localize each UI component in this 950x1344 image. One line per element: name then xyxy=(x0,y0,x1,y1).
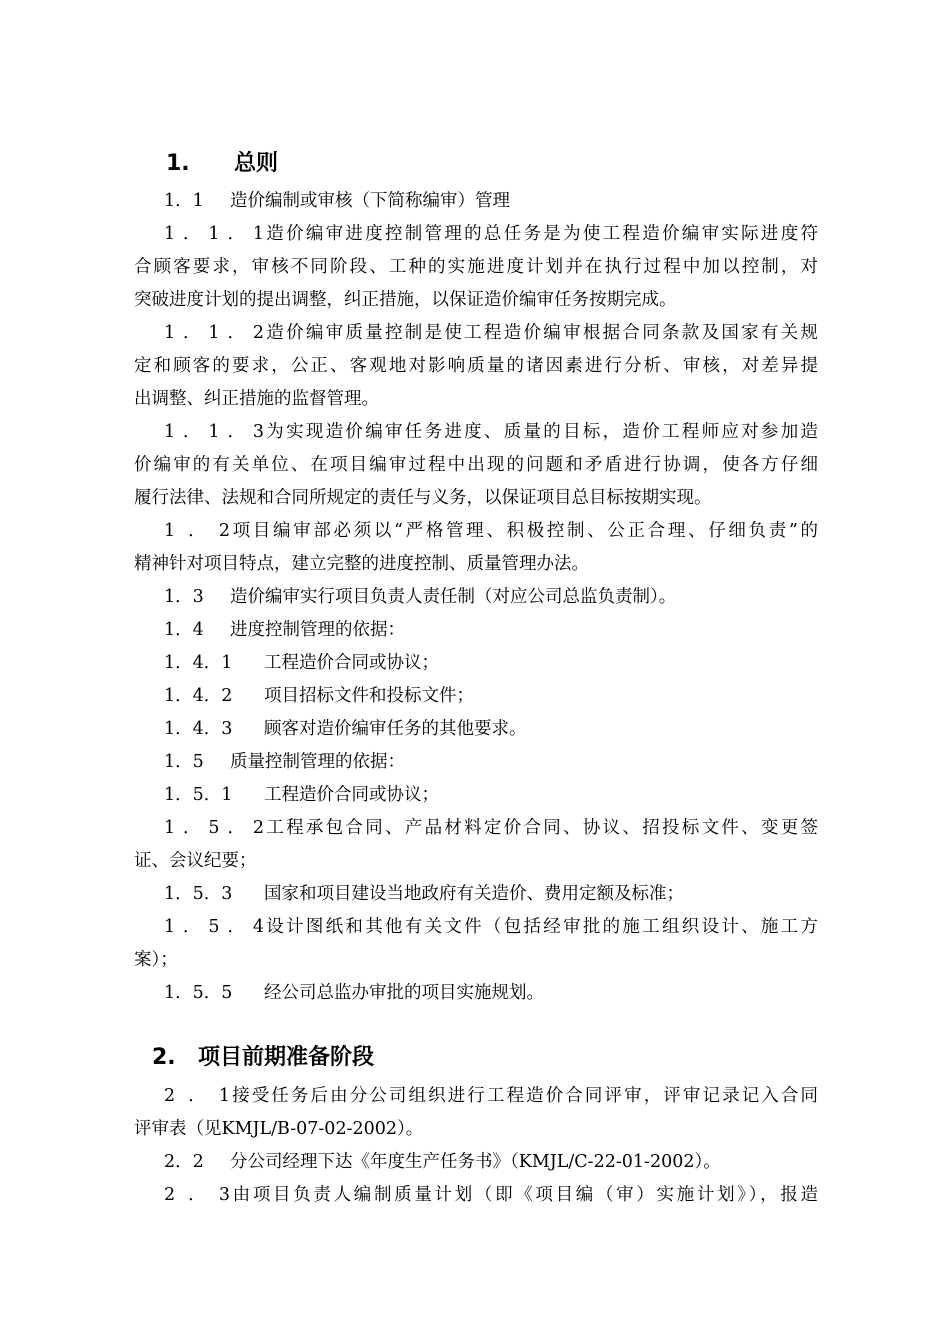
clause-number: 1．5．2 xyxy=(164,818,264,838)
paragraph-line xyxy=(134,713,818,746)
paragraph-line xyxy=(134,1179,818,1212)
paragraph-line xyxy=(134,548,818,581)
paragraph-line xyxy=(134,878,818,911)
clause-text: 价编审的有关单位、在项目编审过程中出现的问题和矛盾进行协调，使各方仔细 xyxy=(134,455,818,475)
clause-number: 1．5．3 xyxy=(164,884,233,904)
clause-text: 顾客对造价编审任务的其他要求。 xyxy=(264,719,527,739)
paragraph-line xyxy=(134,812,818,845)
clause-text: 定和顾客的要求，公正、客观地对影响质量的诸因素进行分析、审核，对差异提 xyxy=(134,356,818,376)
clause-text: 质量控制管理的依据： xyxy=(230,752,405,772)
paragraph-line xyxy=(134,1113,818,1146)
clause-text: 项目招标文件和投标文件； xyxy=(264,686,474,706)
paragraph-line xyxy=(134,746,818,779)
paragraph-line xyxy=(134,416,818,449)
clause-text: 由项目负责人编制质量计划（即《项目编（审）实施计划》），报造 xyxy=(230,1185,818,1205)
clause-text: 工程承包合同、产品材料定价合同、协议、招投标文件、变更签 xyxy=(264,818,818,838)
clause-number: 1．2 xyxy=(164,521,230,541)
clause-number: 1．4．2 xyxy=(164,686,233,706)
clause-number: 1．4．1 xyxy=(164,653,233,673)
clause-text: 接受任务后由分公司组织进行工程造价合同评审，评审记录记入合同 xyxy=(230,1086,818,1106)
section-title: 总则 xyxy=(234,151,279,176)
clause-text: 精神针对项目特点，建立完整的进度控制、质量管理办法。 xyxy=(134,554,589,574)
clause-number: 2．1 xyxy=(164,1086,230,1106)
paragraph-line xyxy=(134,350,818,383)
clause-text: 突破进度计划的提出调整，纠正措施，以保证造价编审任务按期完成。 xyxy=(134,290,677,310)
clause-number: 1．1．2 xyxy=(164,323,264,343)
clause-text: 经公司总监办审批的项目实施规划。 xyxy=(264,983,544,1003)
paragraph-line xyxy=(134,680,818,713)
clause-number: 1．3 xyxy=(164,587,204,607)
clause-number: 1．5．5 xyxy=(164,983,233,1003)
clause-number: 1．1 xyxy=(164,191,204,211)
paragraph-line xyxy=(134,251,818,284)
paragraph-line xyxy=(134,944,818,977)
clause-text: 履行法律、法规和合同所规定的责任与义务，以保证项目总目标按期实现。 xyxy=(134,488,712,508)
section-heading xyxy=(166,149,278,179)
paragraph-line xyxy=(134,218,818,251)
paragraph-line xyxy=(134,647,818,680)
clause-number: 1．5 xyxy=(164,752,204,772)
clause-text: 分公司经理下达《年度生产任务书》（KMJL/C-22-01-2002）。 xyxy=(230,1152,721,1172)
clause-text: 造价编制或审核（下简称编审）管理 xyxy=(230,191,510,211)
paragraph-line xyxy=(134,449,818,482)
clause-text: 造价编审质量控制是使工程造价编审根据合同条款及国家有关规 xyxy=(264,323,818,343)
clause-number: 1．4．3 xyxy=(164,719,233,739)
paragraph-line xyxy=(134,581,818,614)
clause-text: 工程造价合同或协议； xyxy=(264,653,439,673)
section-number: 2. xyxy=(152,1045,176,1070)
clause-number: 1．1．1 xyxy=(164,224,264,244)
clause-text: 进度控制管理的依据： xyxy=(230,620,405,640)
paragraph-line xyxy=(134,482,818,515)
paragraph-line xyxy=(134,1080,818,1113)
clause-text: 工程造价合同或协议； xyxy=(264,785,439,805)
paragraph-line xyxy=(134,284,818,317)
clause-text: 造价编审进度控制管理的总任务是为使工程造价编审实际进度符 xyxy=(264,224,818,244)
clause-text: 国家和项目建设当地政府有关造价、费用定额及标准； xyxy=(264,884,684,904)
clause-text: 出调整、纠正措施的监督管理。 xyxy=(134,389,379,409)
paragraph-line xyxy=(134,515,818,548)
clause-text: 评审表（见KMJL/B-07-02-2002）。 xyxy=(134,1119,424,1139)
clause-text: 项目编审部必须以“严格管理、积极控制、公正合理、仔细负责”的 xyxy=(230,521,818,541)
section-number: 1. xyxy=(166,151,190,176)
paragraph-line xyxy=(134,845,818,878)
clause-text: 设计图纸和其他有关文件（包括经审批的施工组织设计、施工方 xyxy=(264,917,818,937)
clause-text: 案）； xyxy=(134,950,178,970)
section-title: 项目前期准备阶段 xyxy=(198,1045,375,1070)
clause-number: 2．3 xyxy=(164,1185,230,1205)
clause-number: 1．5．4 xyxy=(164,917,264,937)
clause-number: 1．1．3 xyxy=(164,422,264,442)
clause-text: 为实现造价编审任务进度、质量的目标，造价工程师应对参加造 xyxy=(264,422,818,442)
paragraph-line xyxy=(134,614,818,647)
clause-number: 1．5．1 xyxy=(164,785,233,805)
paragraph-line xyxy=(134,911,818,944)
clause-number: 1．4 xyxy=(164,620,204,640)
section-heading xyxy=(152,1043,374,1073)
paragraph-line xyxy=(134,1146,818,1179)
paragraph-line xyxy=(134,185,818,218)
paragraph-line xyxy=(134,779,818,812)
paragraph-line xyxy=(134,317,818,350)
clause-number: 2．2 xyxy=(164,1152,204,1172)
paragraph-line xyxy=(134,383,818,416)
paragraph-line xyxy=(134,977,818,1010)
clause-text: 合顾客要求，审核不同阶段、工种的实施进度计划并在执行过程中加以控制，对 xyxy=(134,257,818,277)
clause-text: 造价编审实行项目负责人责任制（对应公司总监负责制）。 xyxy=(230,587,677,607)
clause-text: 证、会议纪要； xyxy=(134,851,257,871)
